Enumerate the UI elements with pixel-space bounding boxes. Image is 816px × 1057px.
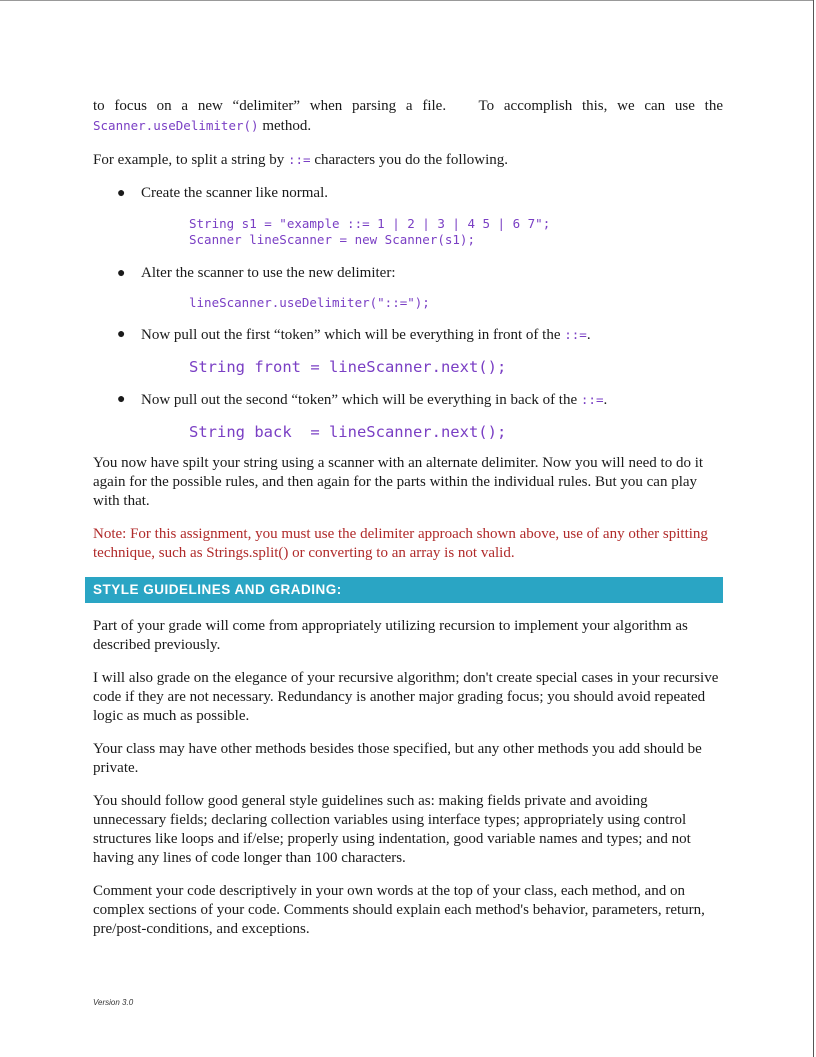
page-right-edge xyxy=(813,0,814,1057)
section-paragraph: I will also grade on the elegance of your recursive algorithm; don't create special cases in your recursive code if they are not necessary. Redundancy is another major grading focus; you should avoid repeated logic as much as possible. xyxy=(93,670,719,724)
bullet-icon: ● xyxy=(117,327,126,342)
step-text: Now pull out the first “token” which will be everything in front of the xyxy=(141,327,565,343)
code-line: String back = lineScanner.next(); xyxy=(189,423,507,441)
after-steps-paragraph: You now have spilt your string using a scanner with an alternate delimiter. Now you will need to do it again for the possible rules, and then again for the parts within the individual rules. But you can play with that. xyxy=(93,455,704,509)
assignment-note: Note: For this assignment, you must use the delimiter approach shown above, use of any other spitting technique, such as Strings.split() or converting to an array is not valid. xyxy=(93,526,708,561)
code-block xyxy=(189,216,723,248)
step-code: ::= xyxy=(580,392,604,407)
use-delimiter-code: Scanner.useDelimiter() xyxy=(93,118,259,133)
code-line: lineScanner.useDelimiter("::="); xyxy=(189,295,430,310)
intro-line-1-left: to focus on a new “delimiter” when parsing a file. xyxy=(93,98,447,114)
code-block xyxy=(189,357,723,377)
section-title: STYLE GUIDELINES AND GRADING: xyxy=(93,582,342,597)
step-text: Create the scanner like normal. xyxy=(141,185,329,201)
intro-line-2 xyxy=(93,116,723,136)
step-text: Now pull out the second “token” which will be everything in back of the xyxy=(141,392,581,408)
example-line xyxy=(93,150,723,170)
bullet-icon: ● xyxy=(117,392,126,407)
intro-line-1 xyxy=(93,97,723,116)
example-prefix: For example, to split a string by xyxy=(93,152,288,168)
step-suffix: . xyxy=(586,327,591,343)
section-body xyxy=(93,617,723,939)
list-item xyxy=(93,390,723,410)
code-block xyxy=(189,295,723,311)
bullet-icon: ● xyxy=(117,266,126,281)
code-line: String s1 = "example ::= 1 | 2 | 3 | 4 5 | 6 7"; xyxy=(189,216,551,231)
page-top-edge xyxy=(0,0,814,1)
document-body xyxy=(93,97,723,952)
section-heading-bar xyxy=(85,577,723,603)
step-code: ::= xyxy=(564,327,587,342)
code-line: String front = lineScanner.next(); xyxy=(189,358,507,376)
bullet-icon: ● xyxy=(117,186,126,201)
intro-line-1-right: To accomplish this, we can use the xyxy=(478,98,723,114)
steps-list xyxy=(93,184,723,442)
list-item xyxy=(93,264,723,283)
section-paragraph: Comment your code descriptively in your own words at the top of your class, each method, and on complex sections of your code. Comments should explain each method's behavior, parameters, return, pre/post-conditions, and exceptions. xyxy=(93,883,705,937)
section-paragraph: Your class may have other methods besides those specified, but any other methods you add should be private. xyxy=(93,741,702,776)
code-line: Scanner lineScanner = new Scanner(s1); xyxy=(189,232,475,247)
footer-version: Version 3.0 xyxy=(93,998,134,1007)
code-block xyxy=(189,422,723,442)
section-paragraph: Part of your grade will come from appropriately utilizing recursion to implement your algorithm as described previously. xyxy=(93,618,688,653)
list-item xyxy=(93,184,723,203)
intro-line-2-text: method. xyxy=(258,118,312,134)
step-suffix: . xyxy=(603,392,608,408)
step-text: Alter the scanner to use the new delimiter: xyxy=(141,265,396,281)
example-suffix: characters you do the following. xyxy=(310,152,509,168)
example-code: ::= xyxy=(287,152,311,167)
section-paragraph: You should follow good general style guidelines such as: making fields private and avoiding unnecessary fields; declaring collection variables using interface types; appropriately using control structures like loops and if/else; properly using indentation, good variable names and types; and not having any lines of code longer than 100 characters. xyxy=(93,793,691,866)
list-item xyxy=(93,325,723,345)
